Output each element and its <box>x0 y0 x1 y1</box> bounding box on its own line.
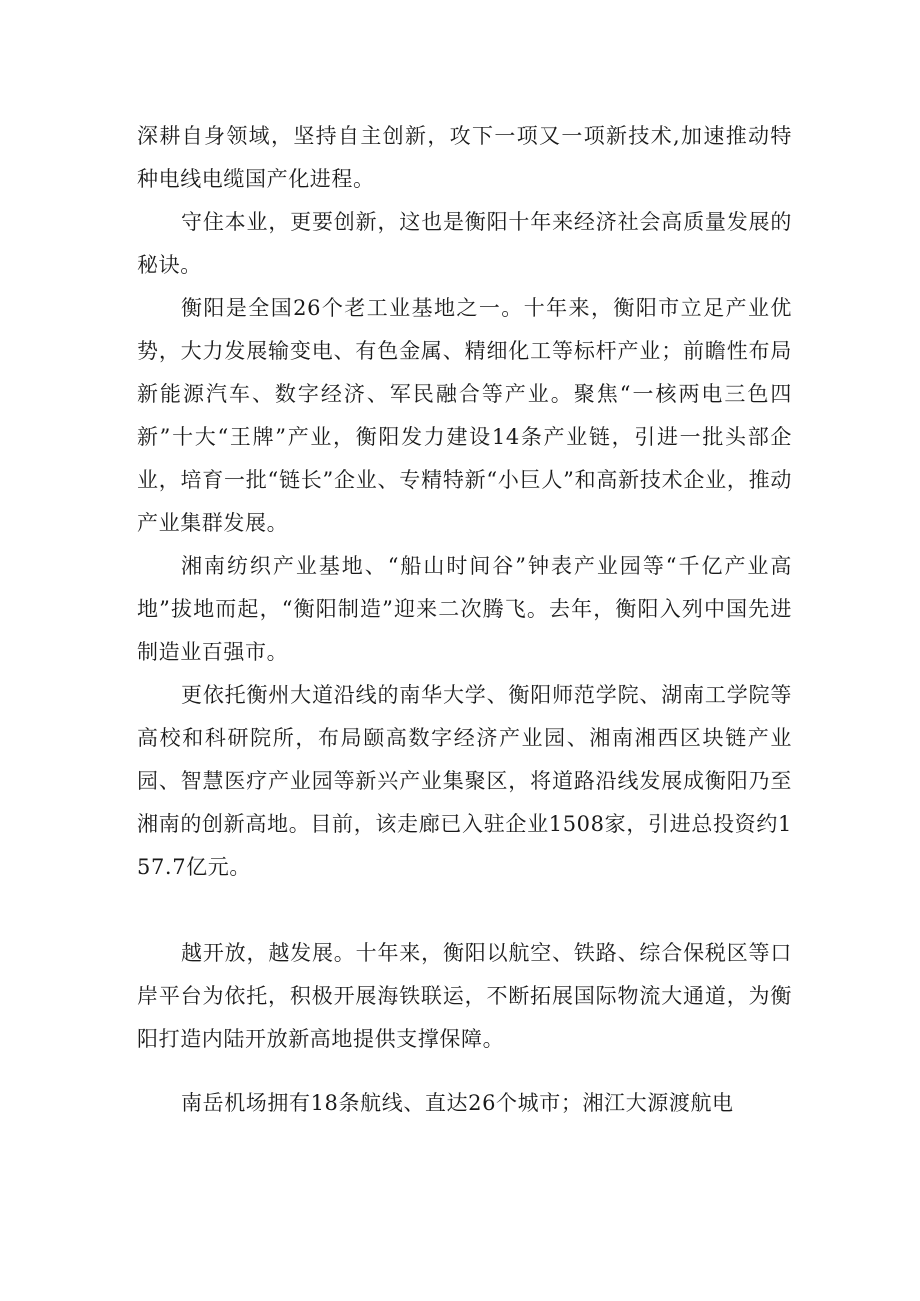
document-body <box>137 115 792 1125</box>
paragraph-industry-highlands: 湘南纺织产业基地、“船山时间谷”钟表产业园等“千亿产业高地”拔地而起，“衡阳制造”迎来二次腾飞。去年，衡阳入列中国先进制造业百强市。 <box>137 554 792 664</box>
paragraph-innovation-corridor: 更依托衡州大道沿线的南华大学、衡阳师范学院、湖南工学院等高校和科研院所，布局颐高数字经济产业园、湘南湘西区块链产业园、智慧医疗产业园等新兴产业集聚区，将道路沿线发展成衡阳乃至湘南的创新高地。目前，该走廊已入驻企业1508家，引进总投资约157.7亿元。 <box>137 683 792 879</box>
paragraph-airport: 南岳机场拥有18条航线、直达26个城市；湘江大源渡航电 <box>181 1091 734 1115</box>
paragraph-opening-up: 越开放，越发展。十年来，衡阳以航空、铁路、综合保税区等口岸平台为依托，积极开展海铁联运，不断拓展国际物流大通道，为衡阳打造内陆开放新高地提供支撑保障。 <box>137 941 792 1051</box>
paragraph-continuation: 深耕自身领域，坚持自主创新，攻下一项又一项新技术,加速推动特种电线电缆国产化进程。 <box>137 124 792 191</box>
paragraph-industrial-base: 衡阳是全国26个老工业基地之一。十年来，衡阳市立足产业优势，大力发展输变电、有色金属、精细化工等标杆产业；前瞻性布局新能源汽车、数字经济、军民融合等产业。聚焦“一核两电三色四新”十大“王牌”产业，衡阳发力建设14条产业链，引进一批头部企业，培育一批“链长”企业、专精特新“小巨人”和高新技术企业，推动产业集群发展。 <box>137 296 792 535</box>
paragraph-innovation-secret: 守住本业，更要创新，这也是衡阳十年来经济社会高质量发展的秘诀。 <box>137 210 792 277</box>
